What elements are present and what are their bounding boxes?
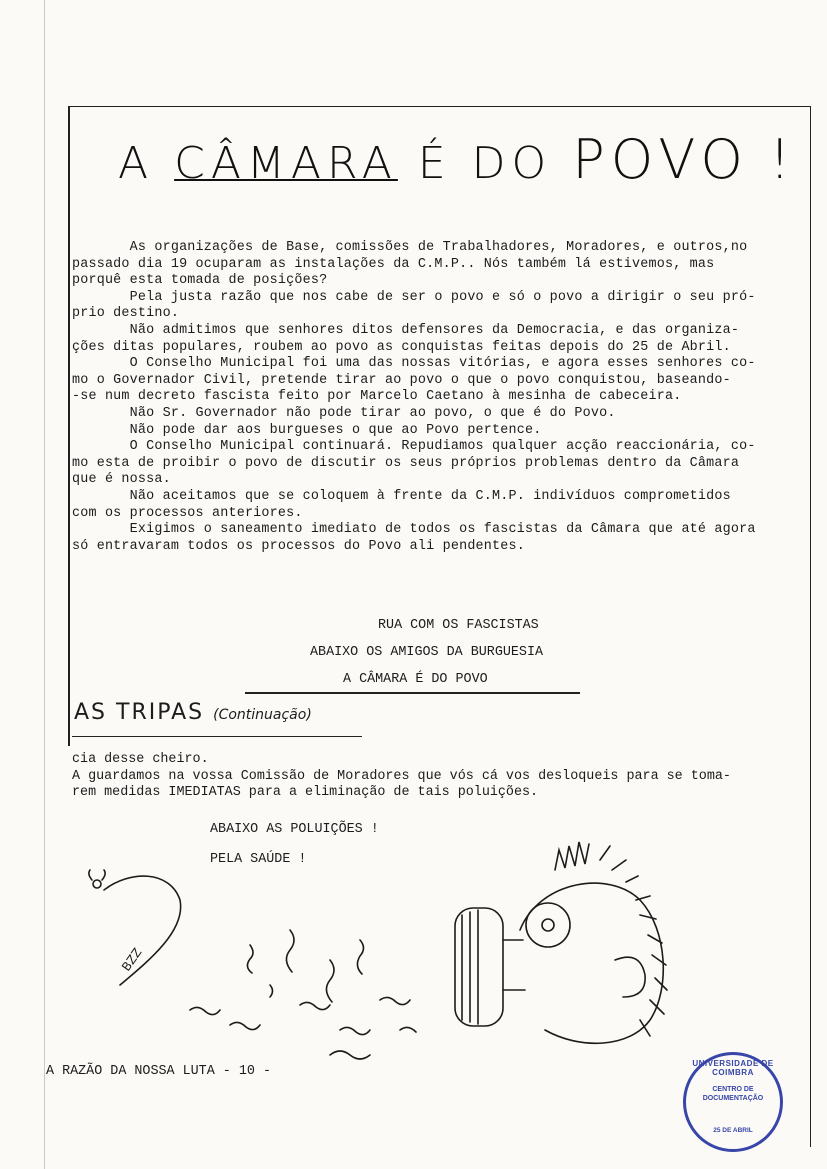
headline-e-do: É DO	[417, 138, 553, 189]
slogan-1: RUA COM OS FASCISTAS	[378, 618, 539, 633]
article-line: O Conselho Municipal continuará. Repudiamos qualquer acção reaccionária, co-	[72, 439, 756, 455]
buzz-text: BZZ	[118, 945, 145, 974]
stamp-line-3: 25 DE ABRIL	[713, 1127, 753, 1134]
slogan-2: ABAIXO OS AMIGOS DA BURGUESIA	[310, 645, 544, 660]
headline-povo: POVO	[572, 128, 749, 191]
stamp-line-1: CENTRO DE	[712, 1086, 754, 1093]
stamp-line-2: DOCUMENTAÇÃO	[702, 1095, 764, 1102]
slogan-3: A CÂMARA É DO POVO	[343, 672, 488, 687]
section2-subtitle: (Continuação)	[213, 707, 312, 723]
article-line: Não pode dar aos burgueses o que ao Povo pertence.	[72, 422, 542, 438]
eye-goggle	[526, 903, 570, 947]
article-line: mo esta de proibir o povo de discutir os seus próprios problemas dentro da Câmara	[72, 455, 740, 471]
article-line: passado dia 19 ocuparam as instalações da C.M.P.. Nós também lá estivemos, mas	[72, 256, 715, 272]
cry-pela-saude: PELA SAÚDE !	[210, 852, 307, 867]
article-line: As organizações de Base, comissões de Trabalhadores, Moradores, e outros,no	[72, 240, 748, 255]
archive-stamp	[683, 1052, 783, 1152]
article-line: porquê esta tomada de posições?	[72, 273, 328, 289]
fly-icon	[93, 880, 101, 888]
article-line: ções ditas populares, roubem ao povo as conquistas feitas depois do 25 de Abril.	[72, 339, 731, 355]
headline-a: A	[118, 138, 155, 189]
section2-title: AS TRIPAS	[74, 700, 205, 725]
article-line: Não aceitamos que se coloquem à frente da C.M.P. indivíduos comprometidos	[72, 488, 731, 504]
stamp-ring-text: UNIVERSIDADE DE COIMBRA	[692, 1059, 774, 1077]
article-line: só entravaram todos os processos do Povo ali pendentes.	[72, 538, 525, 554]
article-line: O Conselho Municipal foi uma das nossas vitórias, e agora esses senhores co-	[72, 356, 756, 372]
cry-abaixo-poluicoes: ABAIXO AS POLUIÇÕES !	[210, 822, 379, 837]
fly-trail	[104, 876, 181, 985]
article-line: mo o Governador Civil, pretende tirar ao povo o que o povo conquistou, baseando-	[72, 372, 731, 388]
section2-line: cia desse cheiro.	[72, 752, 209, 767]
article-line: Não admitimos que senhores ditos defensores da Democracia, e das organiza-	[72, 322, 740, 338]
article-line: prio destino.	[72, 306, 180, 322]
headline-camara: CÂMARA	[174, 138, 398, 189]
footer-page-number: A RAZÃO DA NOSSA LUTA - 10 -	[46, 1064, 271, 1079]
article-line: Exigimos o saneamento imediato de todos os fascistas da Câmara que até agora	[72, 522, 756, 538]
article-line: -se num decreto fascista feito por Marcelo Caetano à mesinha de cabeceira.	[72, 389, 682, 405]
article-line: com os processos anteriores.	[72, 505, 303, 521]
section2-line: rem medidas IMEDIATAS para a eliminação de tais poluições.	[72, 785, 539, 801]
headline-exclamation: !	[768, 128, 797, 191]
article-line: Não Sr. Governador não pode tirar ao povo, o que é do Povo.	[72, 405, 616, 421]
article-line: que é nossa.	[72, 472, 171, 488]
section2-line: A guardamos na vossa Comissão de Moradores que vós cá vos desloqueis para se toma-	[72, 768, 731, 784]
article-line: Pela justa razão que nos cabe de ser o povo e só o povo a dirigir o seu pró-	[72, 289, 756, 305]
ear	[615, 957, 645, 997]
face-outline	[520, 883, 663, 1043]
stamp-inner	[694, 1085, 772, 1103]
